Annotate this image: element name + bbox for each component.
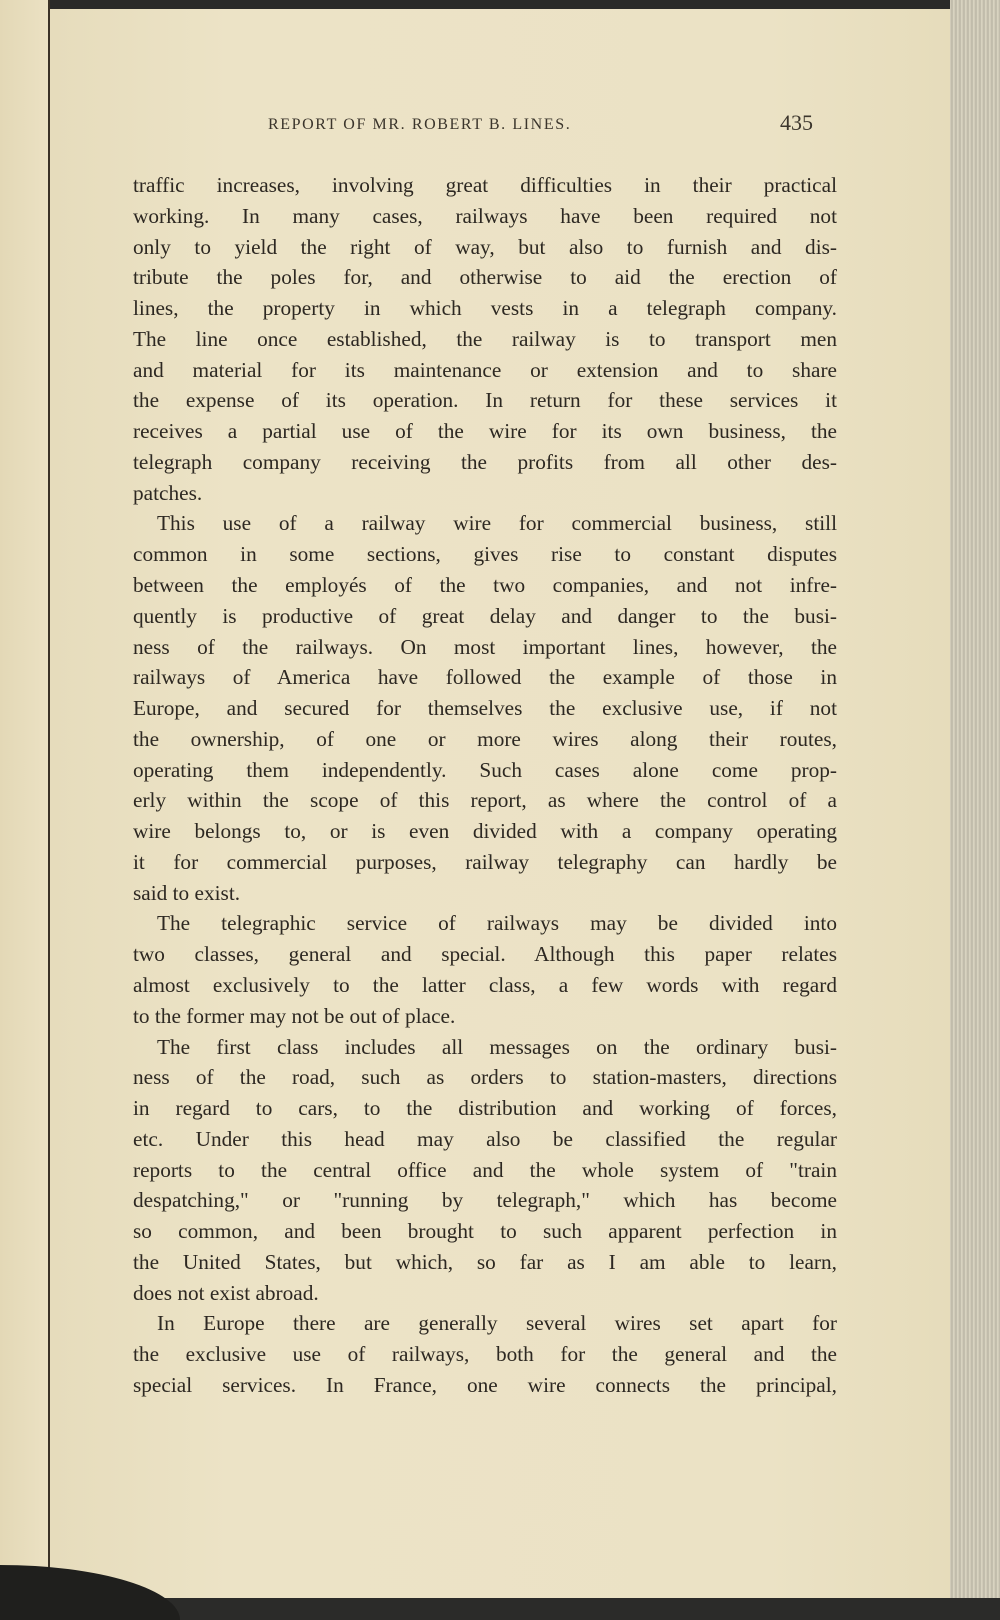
text-line: reports to the central office and the whole system of "train	[133, 1157, 837, 1182]
text-line: operating them independently. Such cases alone come prop-	[133, 757, 837, 782]
text-line: In Europe there are generally several wires set apart for	[157, 1311, 837, 1336]
text-line: The telegraphic service of railways may be divided into	[157, 911, 837, 936]
text-line: two classes, general and special. Although this paper relates	[133, 942, 837, 967]
text-line: wire belongs to, or is even divided with a company operating	[133, 819, 837, 844]
text-line: ness of the railways. On most important lines, however, the	[133, 634, 837, 659]
text-line: ness of the road, such as orders to station-masters, directions	[133, 1065, 837, 1090]
text-line: said to exist.	[133, 880, 241, 905]
text-line: does not exist abroad.	[133, 1280, 319, 1305]
text-line: only to yield the right of way, but also to furnish and dis-	[133, 234, 837, 259]
text-line: The first class includes all messages on the ordinary busi-	[157, 1034, 837, 1059]
text-line: and material for its maintenance or extension and to share	[133, 357, 837, 382]
text-line: This use of a railway wire for commercial business, still	[157, 511, 837, 536]
text-line: despatching," or "running by telegraph," which has become	[133, 1188, 837, 1213]
text-line: The line once established, the railway is to transport men	[133, 326, 837, 351]
text-line: the ownership, of one or more wires along their routes,	[133, 726, 837, 751]
book-top-edge	[0, 0, 1000, 9]
text-line: erly within the scope of this report, as where the control of a	[133, 788, 837, 813]
text-line: patches.	[133, 480, 203, 505]
text-line: telegraph company receiving the profits from all other des-	[133, 449, 837, 474]
gutter-line	[48, 0, 50, 1600]
text-line: quently is productive of great delay and danger to the busi-	[133, 603, 837, 628]
text-line: the exclusive use of railways, both for the general and the	[133, 1342, 837, 1367]
text-line: in regard to cars, to the distribution and working of forces,	[133, 1096, 837, 1121]
text-line: common in some sections, gives rise to constant disputes	[133, 542, 837, 567]
running-head: REPORT OF MR. ROBERT B. LINES.	[268, 116, 572, 133]
text-line: receives a partial use of the wire for its own business, the	[133, 419, 837, 444]
text-line: between the employés of the two companies, and not infre-	[133, 573, 837, 597]
text-line: so common, and been brought to such apparent perfection in	[133, 1219, 837, 1244]
text-line: it for commercial purposes, railway telegraphy can hardly be	[133, 849, 837, 874]
text-line: almost exclusively to the latter class, a few words with regard	[133, 973, 837, 998]
text-line: railways of America have followed the example of those in	[133, 665, 837, 690]
facing-page-edge	[0, 0, 48, 1620]
text-line: working. In many cases, railways have been required not	[133, 203, 837, 228]
text-line: traffic increases, involving great difficulties in their practical	[133, 173, 837, 197]
page-stack-edge	[950, 0, 1000, 1620]
text-line: the United States, but which, so far as I am able to learn,	[133, 1249, 837, 1274]
text-line: tribute the poles for, and otherwise to aid the erection of	[133, 265, 837, 290]
text-line: Europe, and secured for themselves the exclusive use, if not	[133, 696, 837, 721]
page-number: 435	[780, 110, 813, 135]
text-line: lines, the property in which vests in a telegraph company.	[133, 296, 837, 321]
text-line: to the former may not be out of place.	[133, 1003, 456, 1028]
text-line: etc. Under this head may also be classified the regular	[133, 1126, 837, 1151]
text-line: special services. In France, one wire connects the principal,	[133, 1373, 837, 1398]
text-line: the expense of its operation. In return for these services it	[133, 388, 837, 413]
